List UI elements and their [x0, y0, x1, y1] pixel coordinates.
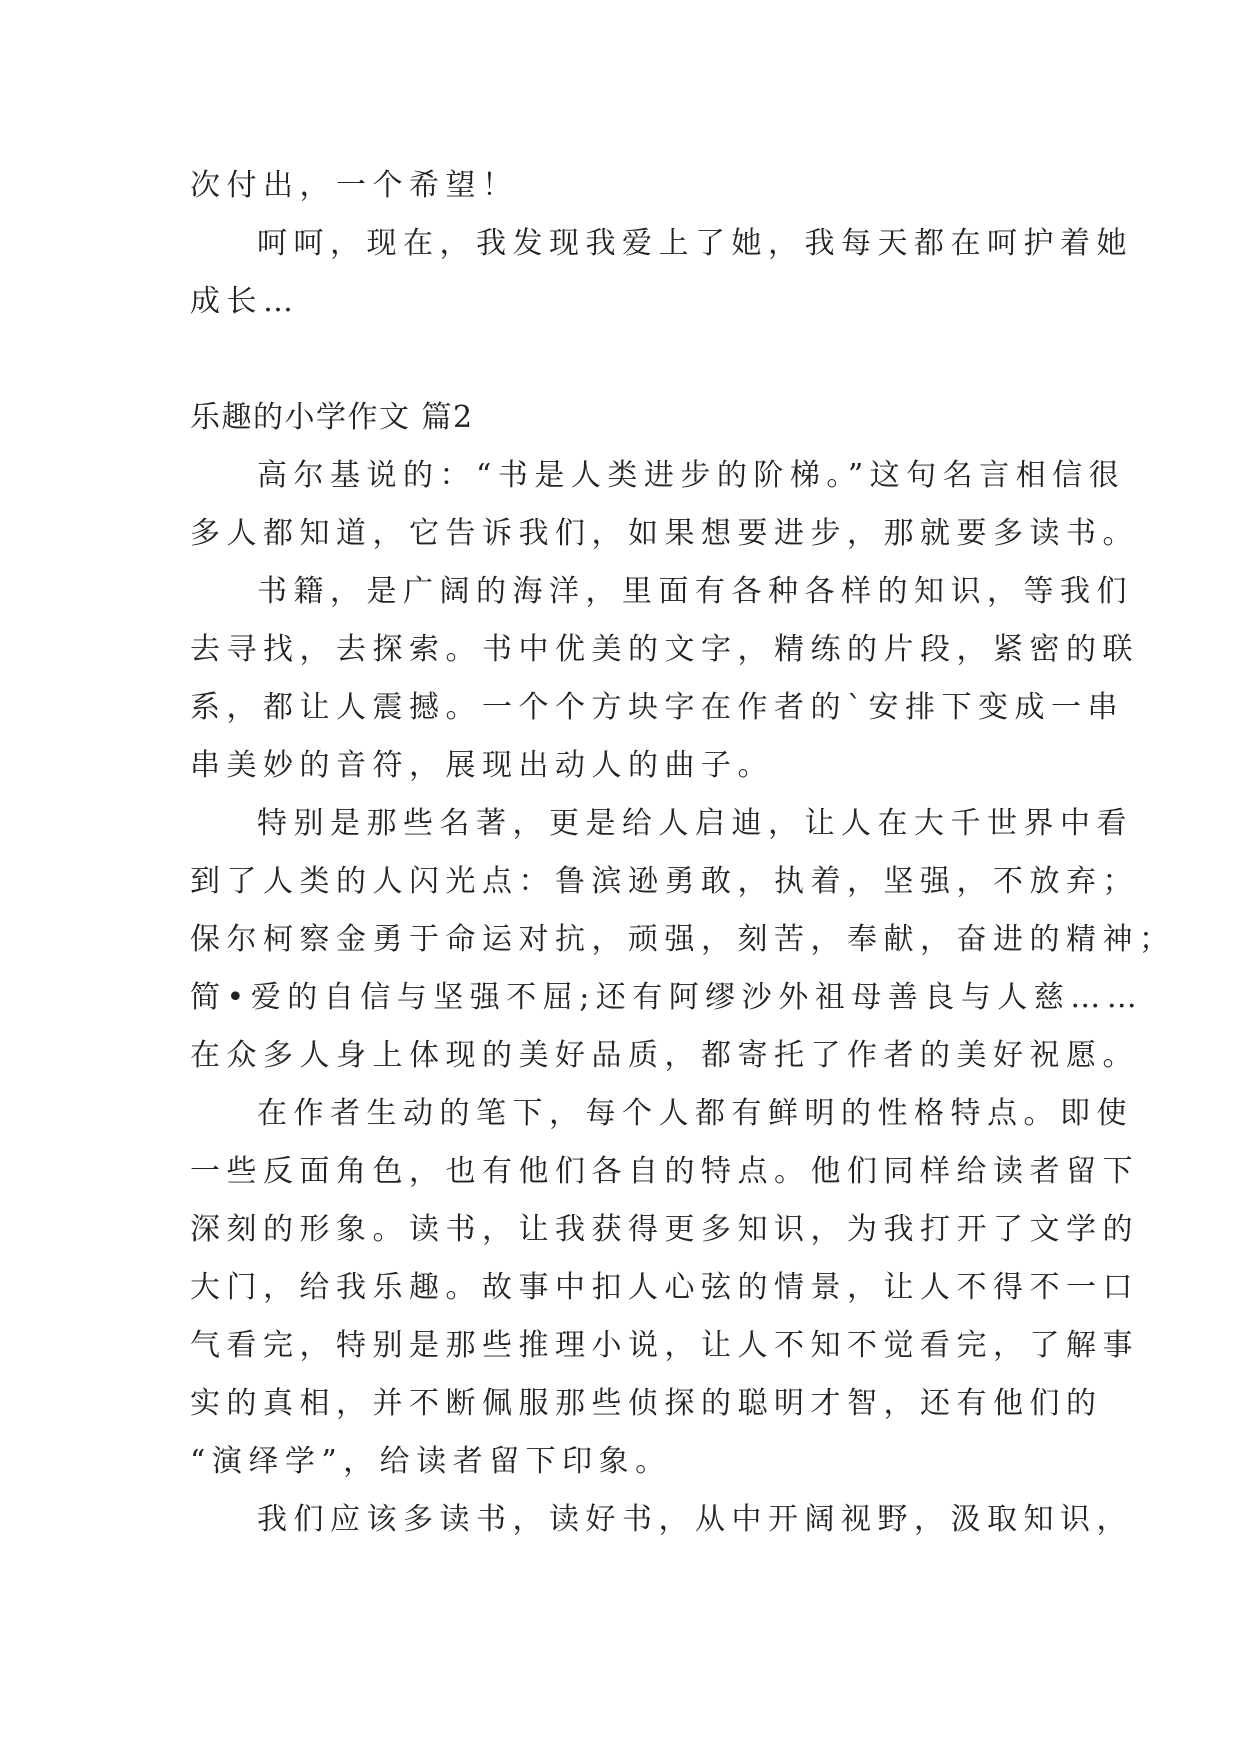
paragraph-start-line: 在作者生动的笔下，每个人都有鲜明的性格特点。即使 [257, 1096, 1133, 1131]
text-line: 气看完，特别是那些推理小说，让人不知不觉看完，了解事 [190, 1328, 1139, 1363]
text-line: 到了人类的人闪光点：鲁滨逊勇敢，执着，坚强，不放弃； [190, 864, 1139, 899]
text-line: 保尔柯察金勇于命运对抗，顽强，刻苦，奉献，奋进的精神； [190, 922, 1176, 957]
text-line: 多人都知道，它告诉我们，如果想要进步，那就要多读书。 [190, 516, 1139, 551]
text-line: “演绎学”，给读者留下印象。 [190, 1444, 672, 1479]
text-line: 大门，给我乐趣。故事中扣人心弦的情景，让人不得不一口 [190, 1270, 1139, 1305]
text-line: 次付出，一个希望！ [190, 168, 519, 203]
paragraph-start-line: 我们应该多读书，读好书，从中开阔视野，汲取知识， [257, 1502, 1133, 1537]
section-heading: 乐趣的小学作文 篇2 [190, 400, 474, 435]
text-line: 简•爱的自信与坚强不屈;还有阿缪沙外祖母善良与人慈…… [190, 980, 1144, 1015]
text-line: 在众多人身上体现的美好品质，都寄托了作者的美好祝愿。 [190, 1038, 1139, 1073]
text-line: 串美妙的音符，展现出动人的曲子。 [190, 748, 774, 783]
paragraph-start-line: 书籍，是广阔的海洋，里面有各种各样的知识，等我们 [257, 574, 1133, 609]
text-line: 实的真相，并不断佩服那些侦探的聪明才智，还有他们的 [190, 1386, 1103, 1421]
text-line: 系，都让人震撼。一个个方块字在作者的`安排下变成一串 [190, 690, 1124, 725]
paragraph-start-line: 高尔基说的：“书是人类进步的阶梯。”这句名言相信很 [257, 458, 1126, 493]
paragraph-start-line: 特别是那些名著，更是给人启迪，让人在大千世界中看 [257, 806, 1133, 841]
text-line: 去寻找，去探索。书中优美的文字，精练的片段，紧密的联 [190, 632, 1139, 667]
paragraph-start-line: 呵呵，现在，我发现我爱上了她，我每天都在呵护着她 [257, 226, 1133, 261]
text-line: 深刻的形象。读书，让我获得更多知识，为我打开了文学的 [190, 1212, 1139, 1247]
text-line: 一些反面角色，也有他们各自的特点。他们同样给读者留下 [190, 1154, 1139, 1189]
text-line: 成长… [190, 284, 300, 319]
